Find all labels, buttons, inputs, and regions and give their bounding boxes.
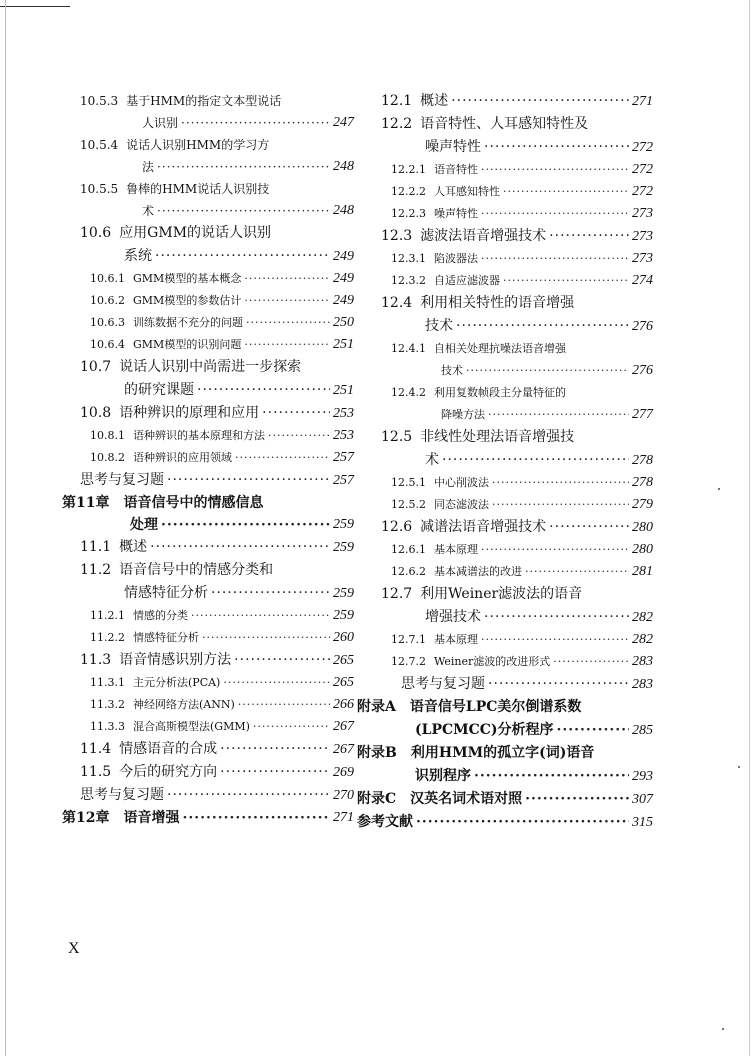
toc-entry-number: 12.5.1 bbox=[391, 476, 426, 489]
dot-leader bbox=[157, 200, 330, 222]
toc-entry[interactable] bbox=[62, 356, 354, 379]
toc-entry-title: 法 bbox=[142, 160, 155, 174]
toc-entry[interactable] bbox=[62, 312, 354, 334]
toc-entry-page: 247 bbox=[333, 115, 354, 130]
toc-entry-page: 259 bbox=[333, 608, 354, 623]
dot-leader bbox=[157, 156, 330, 178]
toc-entry-title: 基本减谱法的改进 bbox=[434, 565, 522, 578]
toc-entry-page: 271 bbox=[632, 94, 653, 109]
toc-entry-page: 266 bbox=[333, 697, 354, 712]
toc-entry-page: 249 bbox=[333, 249, 354, 264]
toc-entry-number: 11.3.2 bbox=[90, 698, 125, 711]
toc-entry-number: 11.3.3 bbox=[90, 720, 125, 733]
toc-entry-number: 12.2 bbox=[381, 116, 413, 132]
toc-entry-page: 253 bbox=[333, 406, 354, 421]
toc-entry-title: 情感语音的合成 bbox=[119, 741, 218, 757]
toc-entry-page: 257 bbox=[333, 450, 354, 465]
toc-entry-title: 语音增强 bbox=[123, 810, 180, 826]
dot-leader bbox=[150, 536, 330, 559]
toc-entry[interactable] bbox=[357, 561, 653, 583]
dot-leader bbox=[481, 203, 629, 225]
toc-entry-page: 251 bbox=[333, 383, 354, 398]
toc-entry-title: 基本原理 bbox=[434, 543, 478, 556]
dot-leader bbox=[191, 605, 330, 627]
toc-entry-number: 12.3 bbox=[381, 228, 413, 244]
toc-entry-page: 267 bbox=[333, 742, 354, 757]
dot-leader bbox=[549, 225, 629, 248]
toc-entry-page: 273 bbox=[632, 229, 653, 244]
dot-leader bbox=[268, 425, 330, 447]
toc-entry[interactable] bbox=[357, 811, 653, 834]
dot-leader bbox=[488, 404, 629, 426]
toc-entry-title: 中心削波法 bbox=[434, 476, 489, 489]
toc-entry[interactable] bbox=[357, 360, 653, 382]
toc-entry-page: 307 bbox=[632, 792, 653, 807]
dot-leader bbox=[503, 181, 629, 203]
toc-entry-number: 第11章 bbox=[62, 495, 110, 511]
toc-entry-title: 技术 bbox=[425, 318, 453, 334]
toc-entry-page: 267 bbox=[333, 719, 354, 734]
toc-entry-page: 276 bbox=[632, 319, 653, 334]
toc-entry-number: 12.4.2 bbox=[391, 386, 426, 399]
toc-entry-page: 248 bbox=[333, 203, 354, 218]
toc-entry-title: 人识别 bbox=[142, 116, 179, 130]
toc-entry-number: 10.8.2 bbox=[90, 451, 125, 464]
toc-entry[interactable] bbox=[357, 113, 653, 136]
dot-leader bbox=[244, 268, 330, 290]
toc-entry[interactable] bbox=[357, 90, 653, 113]
toc-entry-title: 语种辨识的应用领域 bbox=[133, 451, 232, 464]
toc-entry-number: 12.4 bbox=[381, 295, 413, 311]
toc-entry[interactable] bbox=[62, 425, 354, 447]
toc-entry[interactable] bbox=[62, 761, 354, 784]
toc-entry[interactable] bbox=[62, 447, 354, 469]
toc-entry-title: 非线性处理法语音增强技 bbox=[420, 429, 575, 445]
toc-entry-title: 自相关处理抗噪法语音增强 bbox=[434, 342, 566, 355]
toc-entry-title: 说话人识别中尚需进一步探索 bbox=[119, 359, 302, 375]
toc-entry-page: 259 bbox=[333, 540, 354, 555]
toc-entry-page: 265 bbox=[333, 653, 354, 668]
dot-leader bbox=[235, 447, 330, 469]
toc-entry-number: 12.5.2 bbox=[391, 498, 426, 511]
toc-entry-page: 280 bbox=[632, 520, 653, 535]
toc-entry-number: 10.6.2 bbox=[90, 294, 125, 307]
toc-entry-title: 语音特性 bbox=[434, 163, 478, 176]
toc-entry-number: 10.5.5 bbox=[80, 182, 119, 196]
toc-entry-number: 10.8 bbox=[80, 405, 112, 421]
toc-entry-page: 285 bbox=[632, 723, 653, 738]
toc-entry-number: 11.2.2 bbox=[90, 631, 125, 644]
toc-entry[interactable] bbox=[62, 402, 354, 425]
toc-entry[interactable] bbox=[357, 426, 653, 449]
toc-entry-number: 12.7.2 bbox=[391, 655, 426, 668]
dot-leader bbox=[211, 582, 330, 605]
toc-entry[interactable] bbox=[62, 627, 354, 649]
toc-entry-title: 神经网络方法(ANN) bbox=[133, 698, 235, 711]
toc-entry-title: 噪声特性 bbox=[425, 139, 481, 155]
dot-leader bbox=[451, 90, 629, 113]
dot-leader bbox=[481, 629, 629, 651]
toc-entry-page: 248 bbox=[333, 159, 354, 174]
toc-entry-number: 12.6 bbox=[381, 519, 413, 535]
toc-entry-title: 汉英名词术语对照 bbox=[410, 791, 523, 807]
toc-entry[interactable] bbox=[62, 649, 354, 672]
toc-entry[interactable] bbox=[62, 334, 354, 356]
toc-entry-title: 系统 bbox=[124, 248, 152, 264]
toc-entry-page: 249 bbox=[333, 271, 354, 286]
toc-entry[interactable] bbox=[357, 765, 653, 788]
toc-entry-title: 语音情感识别方法 bbox=[119, 652, 232, 668]
dot-leader bbox=[553, 651, 629, 673]
page-folio: X bbox=[68, 940, 80, 957]
scan-speck bbox=[718, 488, 720, 490]
toc-entry-page: 282 bbox=[632, 610, 653, 625]
toc-entry-title: 处理 bbox=[130, 517, 158, 533]
toc-entry-page: 315 bbox=[632, 815, 653, 830]
dot-leader bbox=[481, 539, 629, 561]
toc-entry-page: 250 bbox=[333, 315, 354, 330]
toc-entry[interactable] bbox=[62, 738, 354, 761]
toc-entry-title: 参考文献 bbox=[357, 814, 413, 830]
toc-entry-number: 10.6.3 bbox=[90, 316, 125, 329]
toc-entry[interactable] bbox=[357, 203, 653, 225]
dot-leader bbox=[416, 811, 629, 834]
toc-entry-page: 283 bbox=[632, 654, 653, 669]
toc-entry-title: 利用复数帧段主分量特征的 bbox=[434, 386, 566, 399]
toc-left-column bbox=[62, 90, 354, 829]
toc-entry-title: 混合高斯模型法(GMM) bbox=[133, 720, 250, 733]
toc-entry-title: GMM模型的识别问题 bbox=[133, 338, 242, 351]
toc-entry-page: 272 bbox=[632, 184, 653, 199]
toc-entry[interactable] bbox=[62, 514, 354, 536]
toc-entry[interactable] bbox=[62, 492, 354, 514]
toc-entry-title: 说话人识别HMM的学习方 bbox=[126, 138, 270, 152]
dot-leader bbox=[238, 694, 330, 716]
toc-entry-title: 增强技术 bbox=[425, 609, 481, 625]
dot-leader bbox=[181, 112, 330, 134]
toc-entry-page: 273 bbox=[632, 251, 653, 266]
toc-entry[interactable] bbox=[357, 136, 653, 159]
scan-right-edge bbox=[749, 0, 750, 1056]
toc-entry-title: Weiner滤波的改进形式 bbox=[434, 655, 551, 668]
toc-entry[interactable] bbox=[62, 156, 354, 178]
toc-entry-title: 思考与复习题 bbox=[80, 472, 164, 488]
toc-entry-number: 11.2.1 bbox=[90, 609, 125, 622]
toc-entry-title: 今后的研究方向 bbox=[119, 764, 218, 780]
toc-entry-title: GMM模型的参数估计 bbox=[133, 294, 242, 307]
toc-entry-page: 276 bbox=[632, 363, 653, 378]
toc-entry[interactable] bbox=[357, 248, 653, 270]
toc-entry[interactable] bbox=[357, 181, 653, 203]
dot-leader bbox=[492, 494, 629, 516]
toc-entry-page: 260 bbox=[333, 630, 354, 645]
dot-leader bbox=[492, 472, 629, 494]
toc-entry-title: 语种辨识的基本原理和方法 bbox=[133, 429, 265, 442]
toc-entry-page: 278 bbox=[632, 475, 653, 490]
toc-entry-title: 情感特征分析 bbox=[133, 631, 199, 644]
dot-leader bbox=[549, 516, 629, 539]
toc-entry[interactable] bbox=[357, 472, 653, 494]
toc-entry-number: 10.6.1 bbox=[90, 272, 125, 285]
toc-entry-page: 273 bbox=[632, 206, 653, 221]
toc-entry-title: GMM模型的基本概念 bbox=[133, 272, 242, 285]
toc-entry-title: 人耳感知特性 bbox=[434, 185, 500, 198]
toc-entry-page: 259 bbox=[333, 517, 354, 532]
scan-speck bbox=[722, 1028, 724, 1030]
dot-leader bbox=[481, 159, 629, 181]
toc-entry-number: 10.5.3 bbox=[80, 94, 119, 108]
toc-entry[interactable] bbox=[357, 315, 653, 338]
toc-entry[interactable] bbox=[62, 178, 354, 200]
toc-entry-number: 附录B bbox=[357, 745, 397, 761]
toc-entry[interactable] bbox=[357, 159, 653, 181]
toc-entry[interactable] bbox=[62, 379, 354, 402]
dot-leader bbox=[503, 270, 629, 292]
toc-entry-title: 基本原理 bbox=[434, 633, 478, 646]
toc-entry-title: 滤波法语音增强技术 bbox=[420, 228, 547, 244]
toc-entry-title: 利用Weiner滤波法的语音 bbox=[420, 586, 583, 602]
toc-entry-number: 第12章 bbox=[62, 810, 110, 826]
toc-entry-page: 277 bbox=[632, 407, 653, 422]
toc-entry[interactable] bbox=[62, 784, 354, 807]
dot-leader bbox=[481, 248, 629, 270]
toc-entry-number: 10.6.4 bbox=[90, 338, 125, 351]
toc-entry-page: 281 bbox=[632, 564, 653, 579]
toc-entry-number: 12.4.1 bbox=[391, 342, 426, 355]
toc-entry[interactable] bbox=[62, 605, 354, 627]
dot-leader bbox=[466, 360, 629, 382]
toc-entry-page: 270 bbox=[333, 788, 354, 803]
dot-leader bbox=[244, 334, 330, 356]
toc-entry-title: 训练数据不充分的问题 bbox=[133, 316, 243, 329]
toc-entry-title: 减谱法语音增强技术 bbox=[420, 519, 547, 535]
toc-entry-number: 11.4 bbox=[80, 741, 112, 757]
toc-entry-page: 257 bbox=[333, 473, 354, 488]
toc-entry-number: 11.1 bbox=[80, 539, 112, 555]
toc-entry[interactable] bbox=[62, 559, 354, 582]
toc-entry-title: 主元分析法(PCA) bbox=[133, 676, 221, 689]
toc-entry-title: 概述 bbox=[119, 539, 148, 555]
toc-entry[interactable] bbox=[357, 270, 653, 292]
toc-entry[interactable] bbox=[62, 134, 354, 156]
toc-entry[interactable] bbox=[357, 292, 653, 315]
toc-entry-title: 语音特性、人耳感知特性及 bbox=[420, 116, 589, 132]
toc-entry-number: 12.7 bbox=[381, 586, 413, 602]
toc-entry-number: 12.7.1 bbox=[391, 633, 426, 646]
toc-entry-number: 附录C bbox=[357, 791, 397, 807]
dot-leader bbox=[167, 469, 330, 492]
toc-entry-page: 274 bbox=[632, 273, 653, 288]
toc-entry-page: 269 bbox=[333, 765, 354, 780]
toc-entry-page: 253 bbox=[333, 428, 354, 443]
toc-entry-title: 陷波器法 bbox=[434, 252, 478, 265]
toc-entry-title: 基于HMM的指定文本型说话 bbox=[126, 94, 282, 108]
toc-entry-number: 12.5 bbox=[381, 429, 413, 445]
toc-entry[interactable] bbox=[357, 539, 653, 561]
toc-entry[interactable] bbox=[62, 290, 354, 312]
toc-entry-title: (LPCMCC)分析程序 bbox=[415, 722, 554, 738]
toc-entry[interactable] bbox=[62, 222, 354, 245]
toc-entry[interactable] bbox=[62, 716, 354, 738]
toc-entry[interactable] bbox=[357, 742, 653, 765]
scan-edge-line bbox=[0, 6, 70, 7]
toc-entry[interactable] bbox=[357, 382, 653, 404]
toc-entry-page: 271 bbox=[333, 810, 354, 825]
toc-entry-title: 利用HMM的孤立字(词)语音 bbox=[410, 745, 595, 761]
toc-entry-number: 12.3.1 bbox=[391, 252, 426, 265]
toc-entry[interactable] bbox=[62, 469, 354, 492]
toc-entry-title: 语音信号中的情感分类和 bbox=[119, 562, 274, 578]
toc-entry-title: 降噪方法 bbox=[441, 408, 485, 421]
toc-entry[interactable] bbox=[62, 807, 354, 829]
toc-entry[interactable] bbox=[62, 245, 354, 268]
toc-entry[interactable] bbox=[357, 719, 653, 742]
toc-entry[interactable] bbox=[62, 536, 354, 559]
dot-leader bbox=[442, 449, 629, 472]
toc-entry[interactable] bbox=[357, 606, 653, 629]
toc-entry-number: 10.5.4 bbox=[80, 138, 119, 152]
toc-entry[interactable] bbox=[357, 629, 653, 651]
toc-entry[interactable] bbox=[357, 788, 653, 811]
toc-entry-page: 283 bbox=[632, 677, 653, 692]
toc-entry-title: 利用相关特性的语音增强 bbox=[420, 295, 575, 311]
dot-leader bbox=[197, 379, 330, 402]
toc-entry-page: 278 bbox=[632, 453, 653, 468]
toc-entry-number: 11.3.1 bbox=[90, 676, 125, 689]
toc-entry-number: 10.8.1 bbox=[90, 429, 125, 442]
toc-entry-title: 技术 bbox=[441, 364, 463, 377]
toc-entry-number: 12.3.2 bbox=[391, 274, 426, 287]
toc-entry-title: 的研究课题 bbox=[124, 382, 194, 398]
toc-entry[interactable] bbox=[357, 696, 653, 719]
toc-entry[interactable] bbox=[357, 404, 653, 426]
toc-entry-number: 12.2.1 bbox=[391, 163, 426, 176]
toc-entry-title: 语种辨识的原理和应用 bbox=[119, 405, 260, 421]
toc-entry[interactable] bbox=[62, 112, 354, 134]
dot-leader bbox=[484, 606, 629, 629]
toc-entry-title: 自适应滤波器 bbox=[434, 274, 500, 287]
toc-entry-page: 293 bbox=[632, 769, 653, 784]
toc-entry-title: 应用GMM的说话人识别 bbox=[119, 225, 272, 241]
toc-entry-page: 280 bbox=[632, 542, 653, 557]
dot-leader bbox=[456, 315, 629, 338]
dot-leader bbox=[182, 807, 330, 829]
dot-leader bbox=[484, 136, 629, 159]
toc-right-column bbox=[357, 90, 653, 834]
dot-leader bbox=[525, 561, 629, 583]
toc-entry[interactable] bbox=[62, 200, 354, 222]
toc-entry-title: 识别程序 bbox=[415, 768, 471, 784]
toc-entry-page: 251 bbox=[333, 337, 354, 352]
toc-entry[interactable] bbox=[357, 651, 653, 673]
dot-leader bbox=[246, 312, 330, 334]
dot-leader bbox=[262, 402, 330, 425]
dot-leader bbox=[223, 672, 330, 694]
toc-entry-title: 情感的分类 bbox=[133, 609, 188, 622]
toc-entry[interactable] bbox=[357, 338, 653, 360]
dot-leader bbox=[234, 649, 330, 672]
toc-entry-title: 术 bbox=[425, 452, 439, 468]
toc-entry[interactable] bbox=[62, 90, 354, 112]
dot-leader bbox=[253, 716, 330, 738]
toc-entry-number: 10.7 bbox=[80, 359, 112, 375]
toc-entry-number: 12.2.3 bbox=[391, 207, 426, 220]
toc-entry[interactable] bbox=[357, 673, 653, 696]
toc-entry-title: 鲁棒的HMM说话人识别技 bbox=[126, 182, 270, 196]
dot-leader bbox=[474, 765, 629, 788]
toc-entry-number: 11.2 bbox=[80, 562, 112, 578]
dot-leader bbox=[202, 627, 330, 649]
toc-entry[interactable] bbox=[357, 225, 653, 248]
scan-speck bbox=[738, 766, 740, 768]
toc-entry-number: 11.3 bbox=[80, 652, 112, 668]
dot-leader bbox=[244, 290, 330, 312]
dot-leader bbox=[220, 738, 330, 761]
toc-entry[interactable] bbox=[357, 449, 653, 472]
dot-leader bbox=[557, 719, 629, 742]
dot-leader bbox=[488, 673, 629, 696]
toc-entry-page: 249 bbox=[333, 293, 354, 308]
toc-entry[interactable] bbox=[62, 672, 354, 694]
toc-entry[interactable] bbox=[357, 494, 653, 516]
toc-entry-title: 噪声特性 bbox=[434, 207, 478, 220]
toc-entry-page: 265 bbox=[333, 675, 354, 690]
toc-entry-title: 概述 bbox=[420, 93, 449, 109]
dot-leader bbox=[525, 788, 629, 811]
toc-entry-number: 12.6.2 bbox=[391, 565, 426, 578]
toc-entry-page: 272 bbox=[632, 162, 653, 177]
toc-entry-title: 同态滤波法 bbox=[434, 498, 489, 511]
toc-entry-number: 12.6.1 bbox=[391, 543, 426, 556]
toc-entry-number: 12.1 bbox=[381, 93, 413, 109]
toc-entry-page: 259 bbox=[333, 586, 354, 601]
toc-entry-number: 12.2.2 bbox=[391, 185, 426, 198]
dot-leader bbox=[220, 761, 330, 784]
toc-entry[interactable] bbox=[62, 582, 354, 605]
toc-entry-page: 272 bbox=[632, 140, 653, 155]
dot-leader bbox=[155, 245, 330, 268]
toc-entry-number: 11.5 bbox=[80, 764, 112, 780]
dot-leader bbox=[161, 514, 330, 536]
toc-entry[interactable] bbox=[357, 583, 653, 606]
toc-entry-title: 语音信号LPC美尔倒谱系数 bbox=[409, 699, 582, 715]
toc-entry-title: 思考与复习题 bbox=[401, 676, 485, 692]
toc-entry-page: 282 bbox=[632, 632, 653, 647]
toc-entry[interactable] bbox=[62, 268, 354, 290]
toc-entry[interactable] bbox=[357, 516, 653, 539]
toc-entry[interactable] bbox=[62, 694, 354, 716]
scan-left-edge bbox=[5, 0, 6, 1056]
toc-entry-title: 语音信号中的情感信息 bbox=[123, 495, 264, 511]
toc-entry-number: 10.6 bbox=[80, 225, 112, 241]
toc-entry-title: 思考与复习题 bbox=[80, 787, 164, 803]
toc-entry-page: 279 bbox=[632, 497, 653, 512]
toc-entry-number: 附录A bbox=[357, 699, 396, 715]
toc-entry-title: 术 bbox=[142, 204, 155, 218]
toc-entry-title: 情感特征分析 bbox=[124, 585, 208, 601]
dot-leader bbox=[167, 784, 330, 807]
